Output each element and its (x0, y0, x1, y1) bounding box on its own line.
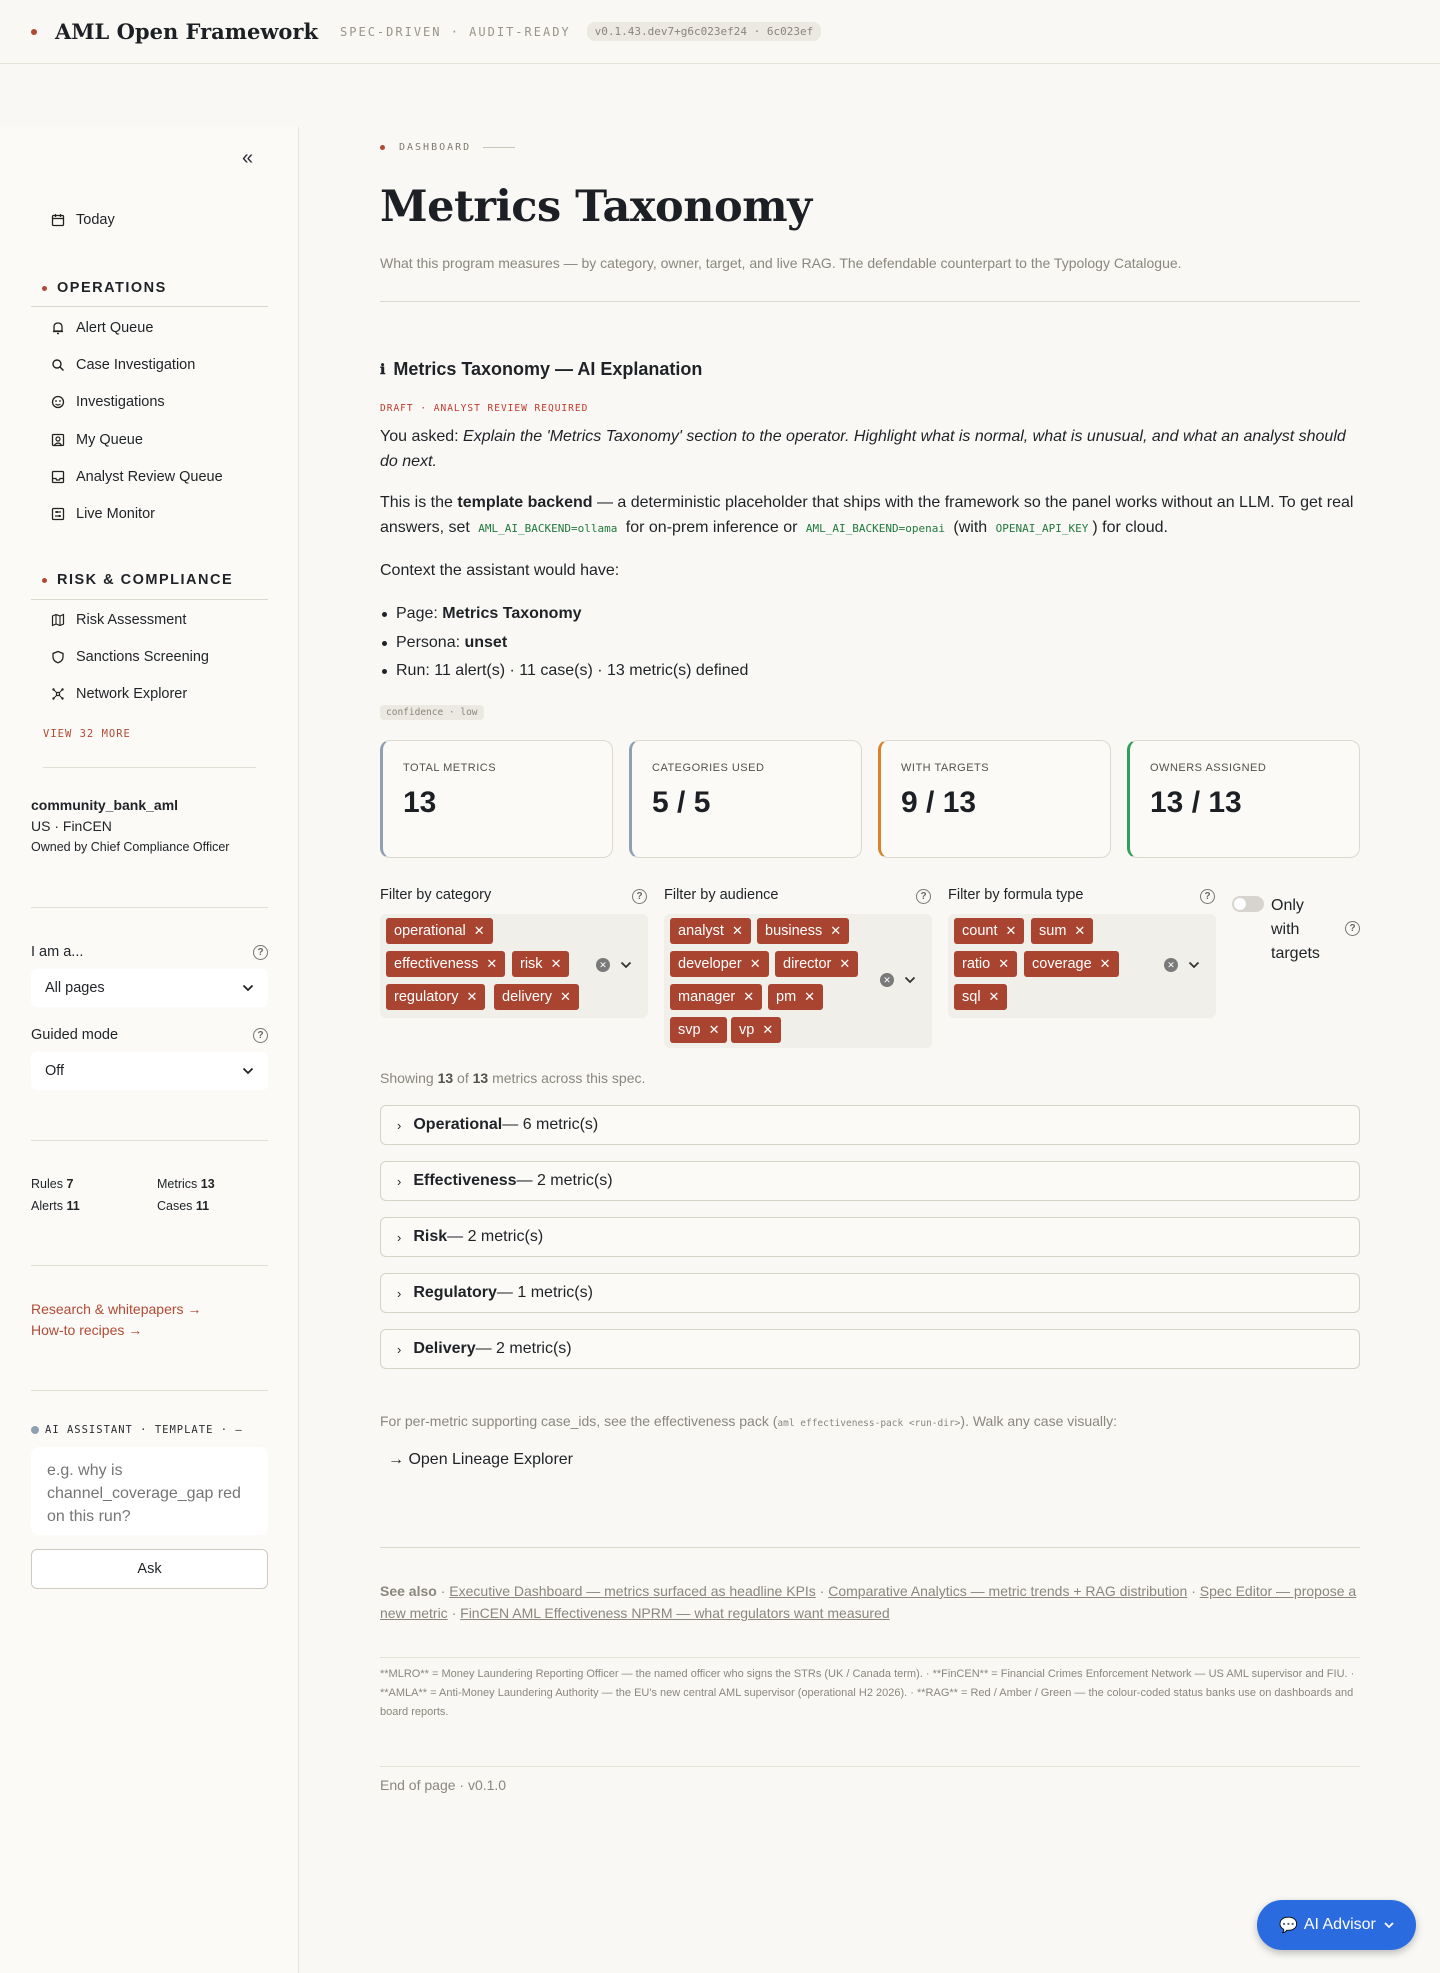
header-divider (380, 301, 1360, 302)
section-heading: RISK & COMPLIANCE (57, 572, 234, 588)
kpi-label: WITH TARGETS (901, 762, 990, 774)
targets-only-toggle[interactable] (1232, 896, 1264, 912)
chip-sum[interactable]: sum ✕ (1031, 918, 1093, 944)
code-snippet: OPENAI_API_KEY (995, 522, 1089, 535)
stat-alerts: Alerts 11 (31, 1199, 80, 1213)
filter-formula-label: Filter by formula type (948, 887, 1084, 903)
chip-vp[interactable]: vp ✕ (731, 1017, 781, 1043)
chip-effectiveness[interactable]: effectiveness ✕ (386, 951, 505, 977)
brand-dot (31, 29, 37, 35)
sidebar-item-sanctions-screening[interactable] (50, 649, 209, 665)
persona-value: All pages (45, 980, 105, 996)
sidebar (0, 127, 299, 1973)
page-subtitle: What this program measures — by category, owner, target, and live RAG. The defendable counterpart to the Typology Catalogue. (380, 255, 1182, 271)
sidebar-item-label: Risk Assessment (76, 612, 187, 628)
remove-chip-icon[interactable]: ✕ (550, 956, 562, 971)
user-box-icon (50, 432, 66, 448)
chip-svp[interactable]: svp ✕ (670, 1017, 727, 1043)
guided-label: Guided mode (31, 1027, 119, 1043)
remove-chip-icon[interactable]: ✕ (708, 1022, 720, 1037)
section-divider (31, 306, 268, 307)
sidebar-item-label: Case Investigation (76, 357, 196, 373)
info-icon: ℹ (380, 361, 386, 378)
persona-label-row (31, 944, 268, 960)
footer-divider (380, 1547, 1360, 1548)
kpi-label: CATEGORIES USED (652, 762, 765, 774)
help-icon[interactable]: ? (916, 889, 931, 904)
research-link[interactable]: Research & whitepapers → (31, 1301, 202, 1317)
end-of-page: End of page · v0.1.0 (380, 1777, 507, 1793)
accordion-risk[interactable]: › Risk — 2 metric(s) (380, 1217, 1360, 1257)
chip-risk[interactable]: risk ✕ (512, 951, 569, 977)
see-also-link[interactable]: FinCEN AML Effectiveness NPRM — what regulators want measured (460, 1605, 890, 1621)
see-also-link[interactable]: Executive Dashboard — metrics surfaced as headline KPIs (449, 1583, 816, 1599)
remove-chip-icon[interactable]: ✕ (749, 956, 761, 971)
stat-cases: Cases 11 (157, 1199, 210, 1213)
toggle-knob (1234, 898, 1246, 910)
sidebar-item-label: My Queue (76, 432, 143, 448)
sidebar-item-live-monitor[interactable] (50, 506, 155, 522)
chevron-down-icon (1384, 1916, 1394, 1934)
accordion-effectiveness[interactable]: › Effectiveness — 2 metric(s) (380, 1161, 1360, 1201)
chip-developer[interactable]: developer ✕ (670, 951, 769, 977)
bell-icon (50, 320, 66, 336)
accordion-regulatory[interactable]: › Regulatory — 1 metric(s) (380, 1273, 1360, 1313)
sidebar-divider (31, 907, 268, 908)
chip-count[interactable]: count ✕ (954, 918, 1024, 944)
remove-chip-icon[interactable]: ✕ (559, 989, 571, 1004)
kpi-value: 13 / 13 (1150, 786, 1242, 819)
stat-rules: Rules 7 (31, 1177, 74, 1191)
chevron-right-icon: › (397, 1229, 402, 1245)
version-badge: v0.1.43.dev7+g6c023ef24 · 6c023ef (587, 22, 822, 41)
sliders-icon (50, 506, 66, 522)
open-lineage-explorer-link[interactable]: → Open Lineage Explorer (388, 1451, 573, 1468)
persona-label: I am a... (31, 944, 84, 960)
see-also-link[interactable]: Spec Editor — propose a new metric (380, 1583, 1357, 1621)
view-more-link[interactable]: VIEW 32 MORE (43, 728, 131, 740)
sidebar-item-alert-queue[interactable] (50, 320, 153, 336)
section-risk-compliance (42, 572, 233, 588)
sidebar-item-label: Today (76, 212, 115, 228)
page-title: Metrics Taxonomy (380, 182, 812, 232)
shield-icon (50, 649, 66, 665)
kpi-value: 13 (403, 786, 437, 819)
chip-analyst[interactable]: analyst ✕ (670, 918, 751, 944)
kpi-value: 9 / 13 (901, 786, 977, 819)
filter-category-label: Filter by category (380, 887, 492, 903)
targets-only-label: Only with targets (1271, 897, 1320, 962)
tenant-region: US · FinCEN (31, 818, 112, 834)
guided-mode-select[interactable] (31, 1052, 268, 1090)
breadcrumb-label[interactable]: DASHBOARD (399, 142, 472, 153)
showing-count: Showing 13 of 13 metrics across this spec. (380, 1070, 646, 1086)
sidebar-item-label: Sanctions Screening (76, 649, 209, 665)
filter-audience-label: Filter by audience (664, 887, 779, 903)
see-also-link[interactable]: Comparative Analytics — metric trends + RAG distribution (828, 1583, 1188, 1599)
remove-chip-icon[interactable]: ✕ (1074, 923, 1086, 938)
chevron-right-icon: › (397, 1173, 402, 1189)
chevron-down-icon (242, 980, 254, 996)
ask-button[interactable]: Ask (31, 1549, 268, 1589)
section-dot (42, 578, 47, 583)
help-icon[interactable]: ? (632, 889, 647, 904)
effectiveness-footnote: For per-metric supporting case_ids, see the effectiveness pack (aml effectiveness-pack <run-dir>). Walk any case visually: (380, 1413, 1118, 1429)
guided-value: Off (45, 1063, 65, 1079)
kpi-label: OWNERS ASSIGNED (1150, 762, 1267, 774)
chevron-right-icon: › (397, 1341, 402, 1357)
stat-metrics: Metrics 13 (157, 1177, 215, 1191)
see-also: See also · Executive Dashboard — metrics surfaced as headline KPIs · Comparative Analytics — metric trends + RAG distribution · Spec Editor — propose a new metric · FinCEN AML Effectiveness NPRM — what regulators want measured (380, 1583, 1357, 1621)
tagline: SPEC-DRIVEN · AUDIT-READY (340, 24, 571, 39)
remove-chip-icon[interactable]: ✕ (1005, 923, 1017, 938)
sidebar-item-label: Live Monitor (76, 506, 155, 522)
help-icon[interactable]: ? (253, 945, 268, 960)
chevron-down-icon (242, 1063, 254, 1079)
remove-chip-icon[interactable]: ✕ (804, 989, 816, 1004)
help-icon[interactable]: ? (1345, 921, 1360, 936)
code-snippet: AML_AI_BACKEND=openai (805, 522, 945, 535)
list-item: Run: 11 alert(s) · 11 case(s) · 13 metric(s) defined (380, 657, 748, 686)
kpi-card-total-metrics (380, 740, 613, 858)
face-icon (50, 394, 66, 410)
sidebar-item-label: Alert Queue (76, 320, 154, 336)
chip-operational[interactable]: operational ✕ (386, 918, 493, 944)
breadcrumb-dot (380, 145, 385, 150)
glossary: **MLRO** = Money Laundering Reporting Officer — the named officer who signs the STRs (UK / Canada term). · **FinCEN** = Financial Crimes Enforcement Network — US AML supervisor and FIU. · **AMLA** = Anti-Money Laundering Authority — the EU's new central AML supervisor (operational H2 2026). · **RAG** = Red / Amber / Green — the colour-coded status banks use on dashboards and board reports. (380, 1668, 1355, 1718)
app-title[interactable]: AML Open Framework (55, 19, 319, 44)
accordion-delivery[interactable]: › Delivery — 2 metric(s) (380, 1329, 1360, 1369)
chat-bubble-icon: 💬 (1279, 1917, 1298, 1934)
tenant-owner: Owned by Chief Compliance Officer (31, 840, 230, 854)
sidebar-item-network-explorer[interactable] (50, 686, 187, 702)
remove-chip-icon[interactable]: ✕ (998, 956, 1010, 971)
chip-ratio[interactable]: ratio ✕ (954, 951, 1017, 977)
glossary-divider (380, 1657, 1360, 1658)
remove-chip-icon[interactable]: ✕ (743, 989, 755, 1004)
clear-filter-icon[interactable]: ✕ (596, 958, 610, 972)
chip-pm[interactable]: pm ✕ (768, 984, 823, 1010)
calendar-icon (50, 212, 66, 228)
collapse-sidebar-icon[interactable]: « (242, 147, 254, 169)
sidebar-divider (31, 1140, 268, 1141)
remove-chip-icon[interactable]: ✕ (473, 923, 485, 938)
kpi-value: 5 / 5 (652, 786, 711, 819)
tenant-name: community_bank_aml (31, 797, 179, 813)
network-icon (50, 686, 66, 702)
chip-sql[interactable]: sql ✕ (954, 984, 1007, 1010)
remove-chip-icon[interactable]: ✕ (1099, 956, 1111, 971)
guided-label-row (31, 1027, 268, 1043)
remove-chip-icon[interactable]: ✕ (486, 956, 498, 971)
sidebar-item-investigations[interactable] (50, 394, 165, 410)
top-bar (0, 0, 1440, 64)
chevron-down-icon[interactable] (904, 971, 916, 987)
chevron-right-icon: › (397, 1117, 402, 1133)
remove-chip-icon[interactable]: ✕ (466, 989, 478, 1004)
help-icon[interactable]: ? (1200, 889, 1215, 904)
confidence-badge: confidence · low (380, 705, 484, 720)
chip-business[interactable]: business ✕ (757, 918, 849, 944)
sidebar-item-label: Network Explorer (76, 686, 188, 702)
sidebar-item-analyst-review-queue[interactable] (50, 469, 223, 485)
section-dot (42, 286, 47, 291)
kpi-card-with-targets (878, 740, 1111, 858)
kpi-label: TOTAL METRICS (403, 762, 497, 774)
context-heading: Context the assistant would have: (380, 562, 620, 579)
context-list (380, 600, 748, 686)
kpi-card-owners-assigned (1127, 740, 1360, 858)
persona-select[interactable] (31, 969, 268, 1007)
remove-chip-icon[interactable]: ✕ (839, 956, 851, 971)
end-divider (380, 1766, 1360, 1767)
remove-chip-icon[interactable]: ✕ (731, 923, 743, 938)
sidebar-item-case-investigation[interactable] (50, 357, 195, 373)
sidebar-item-risk-assessment[interactable] (50, 612, 186, 628)
list-item: Persona: unset (380, 629, 748, 658)
clear-filter-icon[interactable]: ✕ (880, 973, 894, 987)
list-item: Page: Metrics Taxonomy (380, 600, 748, 629)
ai-asked-paragraph: You asked: Explain the 'Metrics Taxonomy' section to the operator. Highlight what is normal, what is unusual, and what an analyst should do next. (380, 428, 1346, 470)
section-operations (42, 280, 167, 296)
map-icon (50, 612, 66, 628)
ai-question-input[interactable] (31, 1447, 268, 1535)
ai-explanation-title: ℹ Metrics Taxonomy — AI Explanation (380, 359, 703, 379)
sidebar-item-my-queue[interactable] (50, 432, 143, 448)
sidebar-item-today[interactable] (50, 212, 115, 228)
section-heading: OPERATIONS (57, 280, 167, 296)
code-snippet: AML_AI_BACKEND=ollama (478, 522, 618, 535)
breadcrumb-rule (483, 147, 515, 148)
search-icon (50, 357, 66, 373)
sidebar-item-label: Investigations (76, 394, 165, 410)
kpi-card-categories-used (629, 740, 862, 858)
status-dot (31, 1426, 39, 1434)
chip-regulatory[interactable]: regulatory ✕ (386, 984, 485, 1010)
help-icon[interactable]: ? (253, 1028, 268, 1043)
ai-backend-paragraph: This is the template backend — a deterministic placeholder that ships with the framework so the panel works without an LLM. To get real answers, set AML_AI_BACKEND=ollama for on-prem inference or AML_AI_BACKEND=openai (with OPENAI_API_KEY ) for cloud. (380, 494, 1354, 536)
remove-chip-icon[interactable]: ✕ (830, 923, 842, 938)
chevron-down-icon[interactable] (620, 956, 632, 972)
recipes-link[interactable]: How-to recipes → (31, 1322, 143, 1338)
chip-manager[interactable]: manager ✕ (670, 984, 762, 1010)
chevron-right-icon: › (397, 1285, 402, 1301)
chip-director[interactable]: director ✕ (775, 951, 858, 977)
breadcrumb (380, 142, 515, 153)
accordion-operational[interactable]: › Operational — 6 metric(s) (380, 1105, 1360, 1145)
ai-assistant-heading: AI ASSISTANT · TEMPLATE · — (31, 1424, 243, 1436)
chip-coverage[interactable]: coverage ✕ (1024, 951, 1119, 977)
clear-filter-icon[interactable]: ✕ (1164, 958, 1178, 972)
inbox-icon (50, 469, 66, 485)
draft-label: DRAFT · ANALYST REVIEW REQUIRED (380, 403, 589, 414)
sidebar-divider (43, 767, 256, 768)
ai-advisor-button[interactable]: 💬 AI Advisor (1257, 1900, 1416, 1950)
sidebar-divider (31, 1265, 268, 1266)
chevron-down-icon[interactable] (1188, 956, 1200, 972)
sidebar-item-label: Analyst Review Queue (76, 469, 223, 485)
code-snippet: aml effectiveness-pack <run-dir> (777, 1418, 961, 1429)
sidebar-divider (31, 1390, 268, 1391)
section-divider (31, 599, 268, 600)
remove-chip-icon[interactable]: ✕ (988, 989, 1000, 1004)
chip-delivery[interactable]: delivery ✕ (494, 984, 579, 1010)
remove-chip-icon[interactable]: ✕ (762, 1022, 774, 1037)
